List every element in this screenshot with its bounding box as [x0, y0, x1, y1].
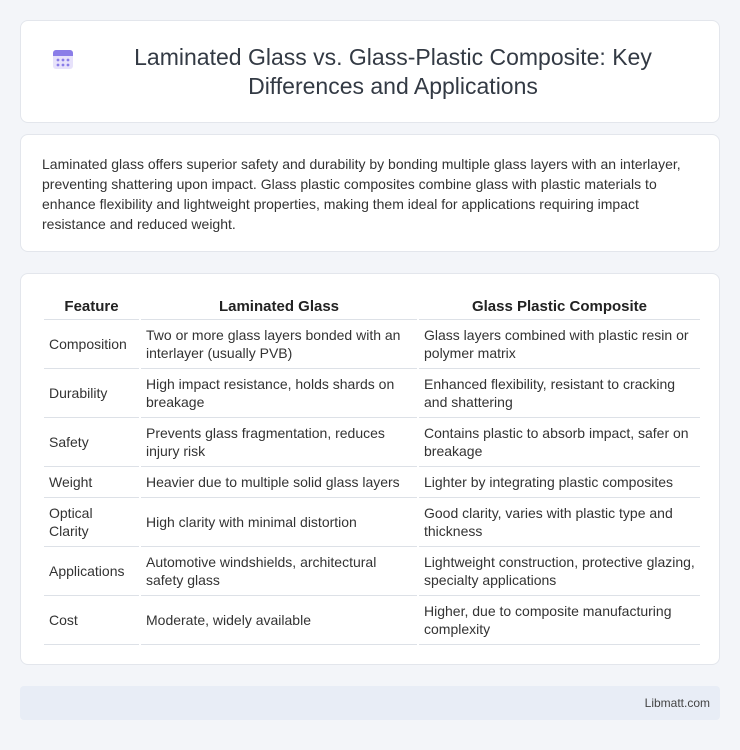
table-row: [44, 320, 700, 369]
footer-site-name: Libmatt.com: [644, 696, 710, 710]
intro-card: [20, 134, 720, 252]
table-row: [44, 596, 700, 645]
title-card: [20, 20, 720, 123]
table-row: [44, 467, 700, 498]
table-row: [44, 547, 700, 596]
page-title: Laminated Glass vs. Glass-Plastic Composite: Key Differences and Applications: [134, 43, 652, 99]
title-wrap: [51, 43, 689, 101]
laminated-cell: Automotive windshields, architectural safety glass: [141, 547, 417, 596]
column-header-feature: Feature: [44, 294, 139, 320]
composite-cell: Contains plastic to absorb impact, safer on breakage: [419, 418, 700, 467]
feature-cell: Weight: [44, 467, 139, 498]
composite-cell: Enhanced flexibility, resistant to cracking and shattering: [419, 369, 700, 418]
intro-paragraph: Laminated glass offers superior safety and durability by bonding multiple glass layers with an interlayer, preventing shattering upon impact. Glass plastic composites combine glass with plastic materials to enhance flexibility and lightweight properties, making them ideal for applications requiring impact resistance and reduced weight.: [42, 156, 681, 232]
feature-cell: Optical Clarity: [44, 498, 139, 547]
calendar-icon: [51, 47, 75, 71]
feature-cell: Composition: [44, 320, 139, 369]
table-header-row: [44, 294, 700, 320]
feature-cell: Applications: [44, 547, 139, 596]
laminated-cell: Prevents glass fragmentation, reduces injury risk: [141, 418, 417, 467]
table-row: [44, 498, 700, 547]
laminated-cell: High clarity with minimal distortion: [141, 498, 417, 547]
feature-cell: Cost: [44, 596, 139, 645]
table-row: [44, 418, 700, 467]
comparison-table: [42, 294, 702, 645]
table-row: [44, 369, 700, 418]
comparison-card: [20, 273, 720, 665]
composite-cell: Glass layers combined with plastic resin or polymer matrix: [419, 320, 700, 369]
column-header-laminated-glass: Laminated Glass: [141, 294, 417, 320]
footer-bar: [20, 686, 720, 720]
laminated-cell: Two or more glass layers bonded with an interlayer (usually PVB): [141, 320, 417, 369]
composite-cell: Lightweight construction, protective glazing, specialty applications: [419, 547, 700, 596]
laminated-cell: High impact resistance, holds shards on breakage: [141, 369, 417, 418]
feature-cell: Safety: [44, 418, 139, 467]
feature-cell: Durability: [44, 369, 139, 418]
column-header-glass-plastic-composite: Glass Plastic Composite: [419, 294, 700, 320]
composite-cell: Good clarity, varies with plastic type and thickness: [419, 498, 700, 547]
laminated-cell: Heavier due to multiple solid glass layers: [141, 467, 417, 498]
laminated-cell: Moderate, widely available: [141, 596, 417, 645]
composite-cell: Higher, due to composite manufacturing complexity: [419, 596, 700, 645]
composite-cell: Lighter by integrating plastic composites: [419, 467, 700, 498]
